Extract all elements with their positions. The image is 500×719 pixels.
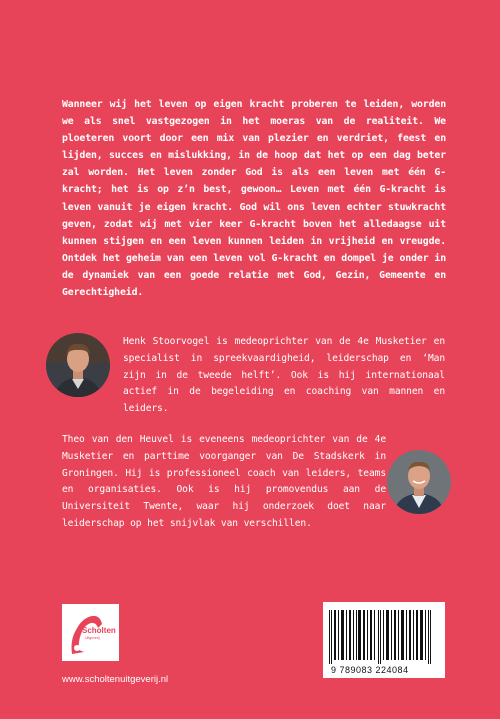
author-bio-theo: Theo van den Heuvel is eveneens medeoprichter van de 4e Musketier en parttime voorganger van De Stadskerk in Groningen. Hij is professioneel coach van leiders, teams en organisaties. Ook is hij promovendus aan de Universiteit Twente, waar hij onderzoek doet naar leiderschap op het snijvlak van verschillen. xyxy=(62,434,386,529)
publisher-logo-subtext: Uitgeverij xyxy=(85,636,100,640)
book-blurb: Wanneer wij het leven op eigen kracht proberen te leiden, worden we als snel vastgezogen in het moeras van de realiteit. We ploeteren voort door een mix van plezier en verdriet, feest en lijden, succes en mislukking, in de hoop dat het op een dag beter zal worden. Het leven zonder God is als een leven met één G-kracht; het is op z’n best, gewoon… Leven met één G-kracht is leven vanuit je eigen kracht. God wil ons leven echter stuwkracht geven, zodat wij met vier keer G-kracht boven het alledaagse uit kunnen stijgen en een leven kunnen leiden in vrijheid en vreugde. Ontdek het geheim van een leven vol G-kracht en dompel je onder in de dynamiek van een goede relatie met God, Gezin, Gemeente en Gerechtigheid. xyxy=(62,99,446,299)
publisher-logo-text: Scholten xyxy=(82,626,116,635)
isbn-barcode xyxy=(323,602,445,678)
author-photo-henk xyxy=(46,333,110,397)
author-bio-henk: Henk Stoorvogel is medeoprichter van de 4e Musketier en specialist in spreekvaardigheid, leiderschap en ‘Man zijn in de tweede helft’. Ook is hij internationaal actief in de begeleiding en coaching van mannen en leiders. xyxy=(123,336,445,415)
publisher-website[interactable]: www.scholtenuitgeverij.nl xyxy=(62,674,169,685)
isbn-number: 9 789083 224084 xyxy=(331,665,409,675)
publisher-logo xyxy=(62,604,119,661)
author-photo-theo xyxy=(387,450,451,514)
